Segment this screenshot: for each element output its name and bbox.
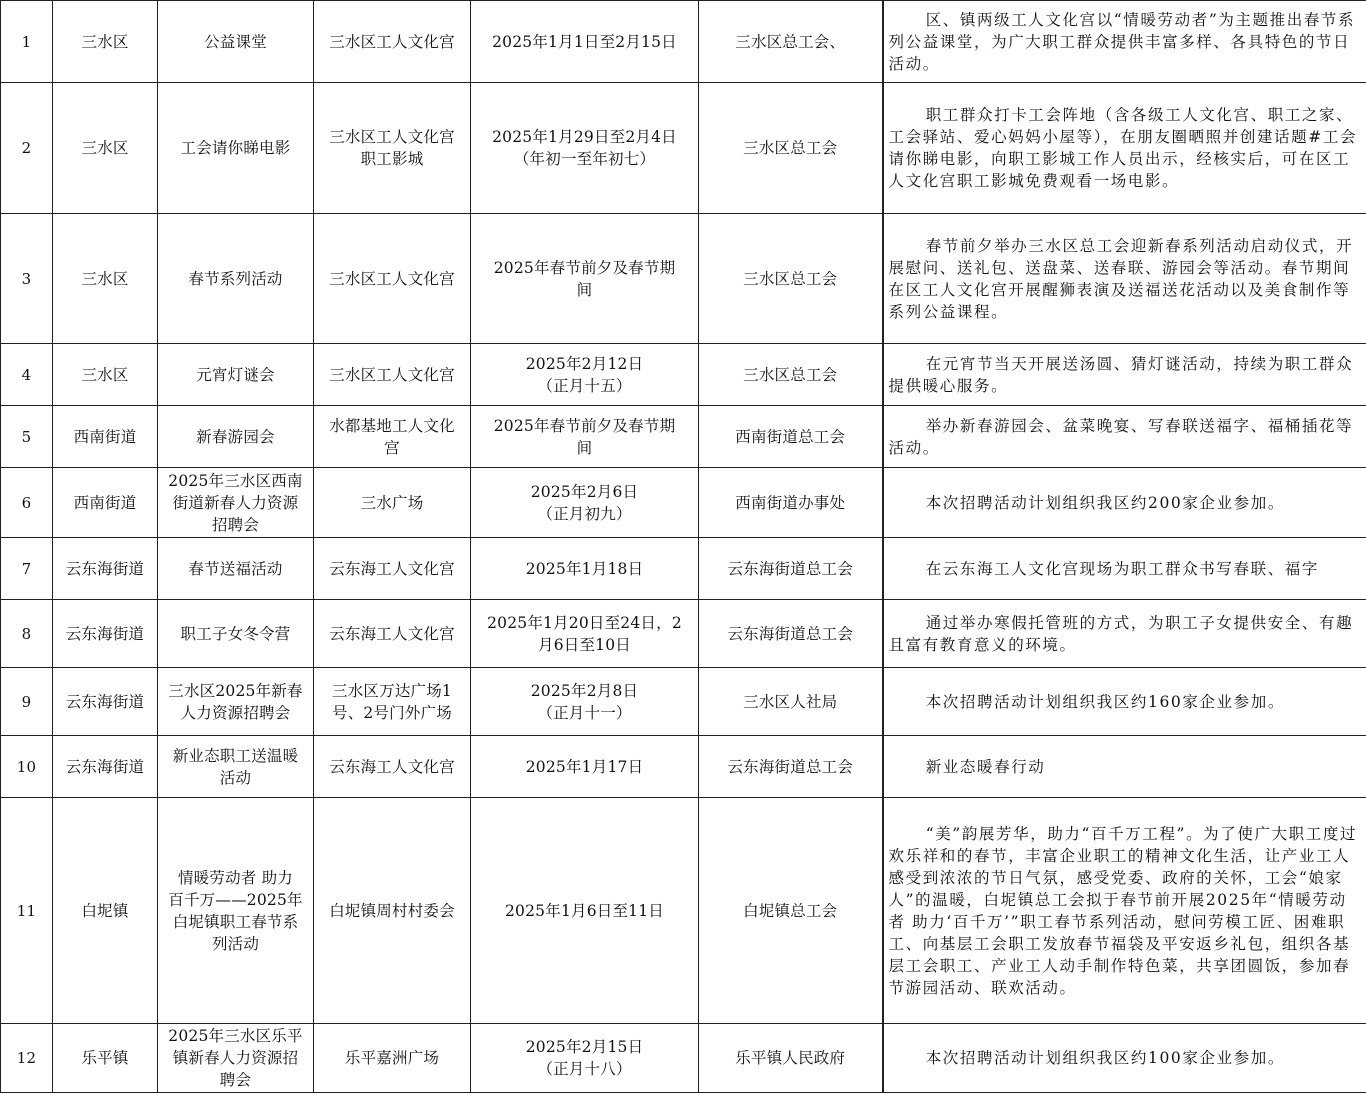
- row-number: 11: [1, 798, 53, 1024]
- event-name-cell: [158, 344, 314, 406]
- event-name-cell: [158, 1024, 314, 1093]
- area-cell: 西南街道: [53, 468, 158, 538]
- event-name-cell-line: 职工子女冬令营: [161, 623, 310, 645]
- time-cell-line: 2025年1月18日: [474, 558, 695, 580]
- table-row: [1, 600, 1366, 668]
- area-cell: 白坭镇: [53, 798, 158, 1024]
- event-name-cell: [158, 1, 314, 83]
- venue-cell-line: 云东海工人文化宫: [317, 623, 467, 645]
- table-row: [1, 214, 1366, 344]
- description-cell: 举办新春游园会、盆菜晚宴、写春联送福字、福桶插花等活动。: [883, 406, 1366, 468]
- event-name-cell: [158, 468, 314, 538]
- event-name-cell: [158, 736, 314, 798]
- description-cell: 本次招聘活动计划组织我区约100家企业参加。: [883, 1024, 1366, 1093]
- time-cell-line: （正月初九）: [474, 503, 695, 525]
- event-name-cell: [158, 668, 314, 736]
- time-cell: [471, 736, 699, 798]
- time-cell: [471, 798, 699, 1024]
- venue-cell-line: 三水区万达广场1: [317, 680, 467, 702]
- venue-cell: [314, 344, 471, 406]
- organizer-cell: 云东海街道总工会: [699, 736, 883, 798]
- venue-cell: [314, 468, 471, 538]
- time-cell-line: （正月十五）: [474, 375, 695, 397]
- time-cell-line: 2025年2月15日: [474, 1036, 695, 1058]
- row-number: 6: [1, 468, 53, 538]
- table-row: [1, 538, 1366, 600]
- table-body: [1, 1, 1366, 1093]
- organizer-cell: 西南街道办事处: [699, 468, 883, 538]
- row-number: 4: [1, 344, 53, 406]
- event-name-cell-line: 元宵灯谜会: [161, 364, 310, 386]
- venue-cell-line: 三水区工人文化宫: [317, 364, 467, 386]
- event-name-cell-line: 人力资源招聘会: [161, 702, 310, 724]
- event-name-cell-line: 春节送福活动: [161, 558, 310, 580]
- row-number: 12: [1, 1024, 53, 1093]
- time-cell: [471, 538, 699, 600]
- venue-cell: [314, 214, 471, 344]
- time-cell: [471, 668, 699, 736]
- organizer-cell: 西南街道总工会: [699, 406, 883, 468]
- row-number: 7: [1, 538, 53, 600]
- description-cell: 新业态暖春行动: [883, 736, 1366, 798]
- time-cell: [471, 1024, 699, 1093]
- time-cell-line: 2025年2月12日: [474, 353, 695, 375]
- venue-cell: [314, 1024, 471, 1093]
- time-cell: [471, 468, 699, 538]
- area-cell: 云东海街道: [53, 668, 158, 736]
- row-number: 5: [1, 406, 53, 468]
- time-cell: [471, 83, 699, 214]
- venue-cell: [314, 668, 471, 736]
- event-name-cell-line: 白坭镇职工春节系: [161, 911, 310, 933]
- time-cell-line: 2025年1月6日至11日: [474, 900, 695, 922]
- table-row: [1, 468, 1366, 538]
- row-number: 9: [1, 668, 53, 736]
- time-cell-line: 2025年春节前夕及春节期: [474, 415, 695, 437]
- venue-cell-line: 宫: [317, 437, 467, 459]
- table-row: [1, 406, 1366, 468]
- time-cell-line: 2025年2月6日: [474, 481, 695, 503]
- event-name-cell-line: 情暖劳动者 助力: [161, 867, 310, 889]
- description-cell: 本次招聘活动计划组织我区约200家企业参加。: [883, 468, 1366, 538]
- description-cell: 区、镇两级工人文化宫以“情暖劳动者”为主题推出春节系列公益课堂，为广大职工群众提供丰富多样、各具特色的节日活动。: [883, 1, 1366, 83]
- event-name-cell-line: 列活动: [161, 933, 310, 955]
- area-cell: 三水区: [53, 1, 158, 83]
- area-cell: 三水区: [53, 344, 158, 406]
- event-name-cell-line: 2025年三水区西南: [161, 470, 310, 492]
- description-cell: “美”韵展芳华，助力“百千万工程”。为了使广大职工度过欢乐祥和的春节，丰富企业职工的精神文化生活，让产业工人感受到浓浓的节日气氛，感受党委、政府的关怀，工会“娘家人”的温暖，白坭镇总工会拟于春节前开展2025年“情暖劳动者 助力‘百千万’”职工春节系列活动，慰问劳模工匠、困难职工、向基层工会职工发放春节福袋及平安返乡礼包，组织各基层工会职工、产业工人动手制作特色菜，共享团圆饭，参加春节游园活动、联欢活动。: [883, 798, 1366, 1024]
- area-cell: 西南街道: [53, 406, 158, 468]
- time-cell: [471, 344, 699, 406]
- table-row: [1, 1, 1366, 83]
- event-name-cell: [158, 798, 314, 1024]
- venue-cell-line: 云东海工人文化宫: [317, 558, 467, 580]
- event-name-cell-line: 新春游园会: [161, 426, 310, 448]
- event-name-cell-line: 招聘会: [161, 514, 310, 536]
- time-cell: [471, 214, 699, 344]
- description-cell: 通过举办寒假托管班的方式，为职工子女提供安全、有趣且富有教育意义的环境。: [883, 600, 1366, 668]
- time-cell-line: 2025年1月29日至2月4日: [474, 126, 695, 148]
- table-row: [1, 83, 1366, 214]
- event-name-cell-line: 街道新春人力资源: [161, 492, 310, 514]
- time-cell-line: 2025年2月8日: [474, 680, 695, 702]
- event-name-cell: [158, 600, 314, 668]
- time-cell-line: 2025年1月17日: [474, 756, 695, 778]
- event-name-cell-line: 百千万——2025年: [161, 889, 310, 911]
- table-row: [1, 344, 1366, 406]
- table-row: [1, 1024, 1366, 1093]
- time-cell-line: 2025年1月1日至2月15日: [474, 31, 695, 53]
- venue-cell-line: 云东海工人文化宫: [317, 756, 467, 778]
- time-cell: [471, 1, 699, 83]
- table-row: [1, 798, 1366, 1024]
- time-cell-line: 2025年1月20日至24日，2: [474, 612, 695, 634]
- table-row: [1, 668, 1366, 736]
- venue-cell-line: 三水区工人文化宫: [317, 268, 467, 290]
- time-cell: [471, 406, 699, 468]
- event-name-cell: [158, 83, 314, 214]
- time-cell-line: （正月十一）: [474, 702, 695, 724]
- event-name-cell-line: 2025年三水区乐平: [161, 1025, 310, 1047]
- venue-cell: [314, 406, 471, 468]
- event-name-cell-line: 聘会: [161, 1069, 310, 1091]
- area-cell: 云东海街道: [53, 538, 158, 600]
- time-cell-line: 月6日至10日: [474, 634, 695, 656]
- time-cell-line: 2025年春节前夕及春节期: [474, 257, 695, 279]
- event-name-cell: [158, 538, 314, 600]
- event-name-cell-line: 三水区2025年新春: [161, 680, 310, 702]
- venue-cell: [314, 83, 471, 214]
- venue-cell-line: 号、2号门外广场: [317, 702, 467, 724]
- row-number: 10: [1, 736, 53, 798]
- area-cell: 云东海街道: [53, 600, 158, 668]
- row-number: 1: [1, 1, 53, 83]
- organizer-cell: 云东海街道总工会: [699, 600, 883, 668]
- row-number: 8: [1, 600, 53, 668]
- event-name-cell-line: 公益课堂: [161, 31, 310, 53]
- organizer-cell: 乐平镇人民政府: [699, 1024, 883, 1093]
- event-name-cell: [158, 214, 314, 344]
- organizer-cell: 三水区总工会: [699, 344, 883, 406]
- time-cell-line: 间: [474, 279, 695, 301]
- description-cell: 春节前夕举办三水区总工会迎新春系列活动启动仪式，开展慰问、送礼包、送盘菜、送春联、游园会等活动。春节期间在区工人文化宫开展醒狮表演及送福送花活动以及美食制作等系列公益课程。: [883, 214, 1366, 344]
- organizer-cell: 三水区总工会、: [699, 1, 883, 83]
- venue-cell-line: 三水区工人文化宫: [317, 126, 467, 148]
- description-cell: 本次招聘活动计划组织我区约160家企业参加。: [883, 668, 1366, 736]
- time-cell-line: （正月十八）: [474, 1058, 695, 1080]
- row-number: 2: [1, 83, 53, 214]
- event-name-cell-line: 新业态职工送温暖: [161, 745, 310, 767]
- venue-cell: [314, 538, 471, 600]
- description-cell: 在云东海工人文化宫现场为职工群众书写春联、福字: [883, 538, 1366, 600]
- organizer-cell: 云东海街道总工会: [699, 538, 883, 600]
- venue-cell-line: 三水广场: [317, 492, 467, 514]
- venue-cell: [314, 736, 471, 798]
- venue-cell: [314, 1, 471, 83]
- description-cell: 在元宵节当天开展送汤圆、猜灯谜活动，持续为职工群众提供暖心服务。: [883, 344, 1366, 406]
- organizer-cell: 三水区总工会: [699, 214, 883, 344]
- venue-cell-line: 三水区工人文化宫: [317, 31, 467, 53]
- event-name-cell: [158, 406, 314, 468]
- event-name-cell-line: 春节系列活动: [161, 268, 310, 290]
- venue-cell: [314, 798, 471, 1024]
- event-name-cell-line: 镇新春人力资源招: [161, 1047, 310, 1069]
- time-cell: [471, 600, 699, 668]
- area-cell: 三水区: [53, 214, 158, 344]
- area-cell: 乐平镇: [53, 1024, 158, 1093]
- venue-cell: [314, 600, 471, 668]
- organizer-cell: 三水区人社局: [699, 668, 883, 736]
- area-cell: 云东海街道: [53, 736, 158, 798]
- venue-cell-line: 职工影城: [317, 148, 467, 170]
- table-row: [1, 736, 1366, 798]
- organizer-cell: 白坭镇总工会: [699, 798, 883, 1024]
- area-cell: 三水区: [53, 83, 158, 214]
- venue-cell-line: 乐平嘉洲广场: [317, 1047, 467, 1069]
- description-cell: 职工群众打卡工会阵地（含各级工人文化宫、职工之家、工会驿站、爱心妈妈小屋等），在朋友圈晒照并创建话题#工会请你睇电影，向职工影城工作人员出示，经核实后，可在区工人文化宫职工影城免费观看一场电影。: [883, 83, 1366, 214]
- row-number: 3: [1, 214, 53, 344]
- event-name-cell-line: 工会请你睇电影: [161, 137, 310, 159]
- venue-cell-line: 水都基地工人文化: [317, 415, 467, 437]
- time-cell-line: 间: [474, 437, 695, 459]
- venue-cell-line: 白坭镇周村村委会: [317, 900, 467, 922]
- event-name-cell-line: 活动: [161, 767, 310, 789]
- time-cell-line: （年初一至年初七）: [474, 148, 695, 170]
- organizer-cell: 三水区总工会: [699, 83, 883, 214]
